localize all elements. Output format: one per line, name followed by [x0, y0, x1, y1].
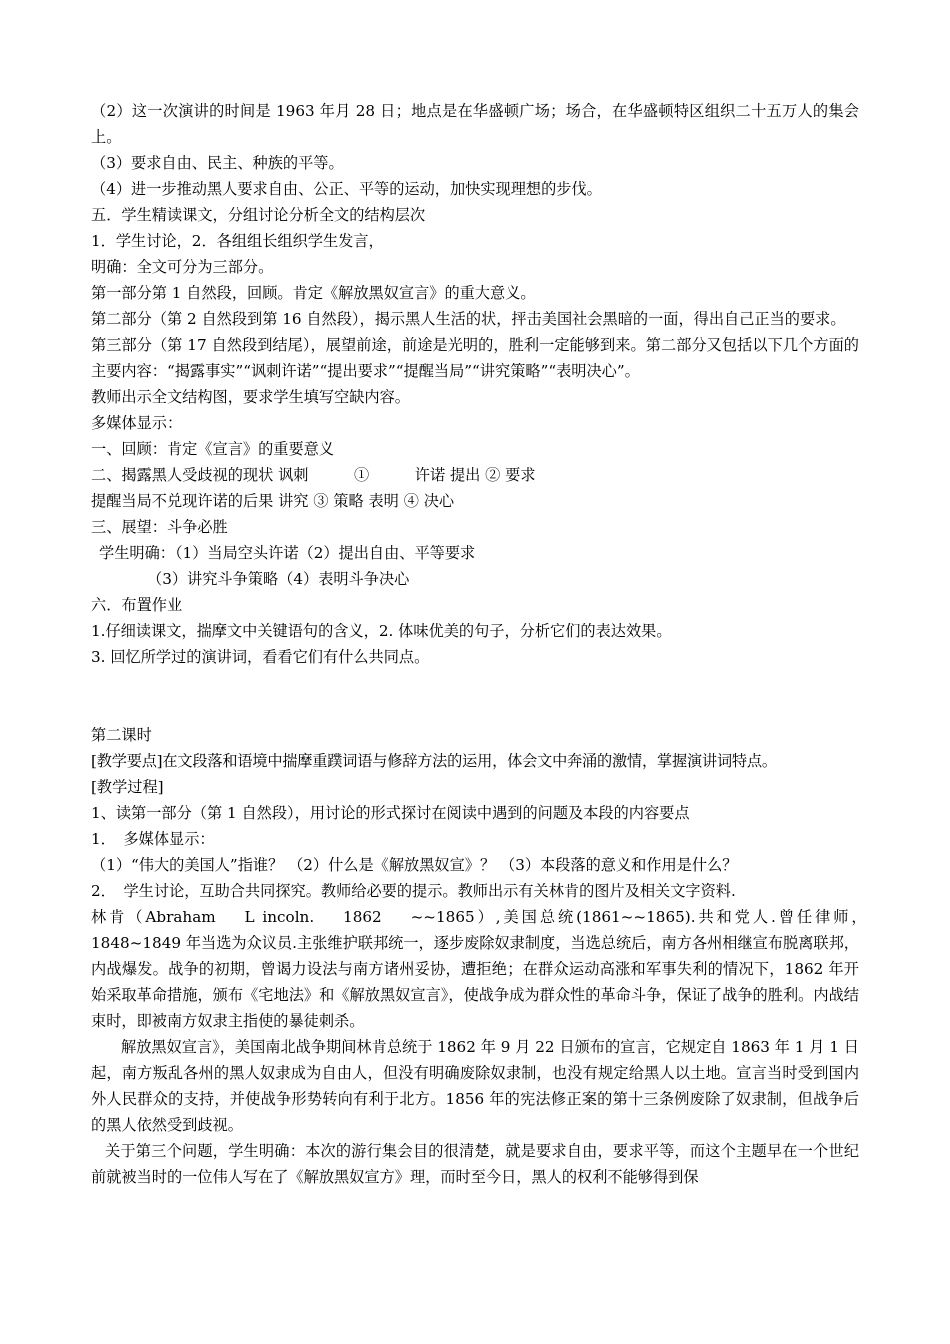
paragraph: 1.仔细读课文，揣摩文中关键语句的含义，2. 体味优美的句子，分析它们的表达效果。 [91, 622, 672, 640]
lesson-title: 第二课时 [91, 726, 152, 744]
section-heading: 六．布置作业 [91, 596, 183, 614]
paragraph: （3）要求自由、民主、种族的平等。 [91, 154, 344, 172]
paragraph: （2）这一次演讲的时间是 1963 年月 28 日；地点是在华盛顿广场；场合，在华盛顿特区组织二十五万人的集会上。 [91, 102, 859, 146]
outline-item: 三、展望：斗争必胜 [91, 518, 228, 536]
paragraph: 1、读第一部分（第 1 自然段），用讨论的形式探讨在阅读中遇到的问题及本段的内容要点 [91, 804, 690, 822]
outline-item: 提醒当局不兑现许诺的后果 讲究 ③ 策略 表明 ④ 决心 [91, 492, 455, 510]
paragraph: 教师出示全文结构图，要求学生填写空缺内容。 [91, 388, 410, 406]
paragraph: （3）讲究斗争策略（4）表明斗争决心 [147, 570, 410, 588]
paragraph: 解放黑奴宣言》，美国南北战争期间林肯总统于 1862 年 9 月 22 日颁布的宣言，它规定自 1863 年 1 月 1 日起，南方叛乱各州的黑人奴隶成为自由人，但没有明确废除奴隶制，也没有规定给黑人以土地。宣言当时受到国内外人民群众的支持，并使战争形势转向有利于北方。1856 年的宪法修正案的第十三条例废除了奴隶制，但战争后的黑人依然受到歧视。 [91, 1038, 859, 1134]
paragraph: [教学要点]在文段落和语境中揣摩重蹼词语与修辞方法的运用，体会文中奔涌的激情，掌握演讲词特点。 [91, 752, 777, 770]
paragraph: [教学过程] [91, 778, 164, 796]
paragraph: （1）“伟大的美国人”指谁？ （2）什么是《解放黑奴宣》？ （3）本段落的意义和作用是什么？ [91, 856, 738, 874]
paragraph: 1．学生讨论，2．各组组长组织学生发言， [91, 232, 384, 250]
paragraph: 林肯（Abraham L incoln. 1862 ~~1865）,美国总统(1861~~1865).共和党人.曾任律师， 1848~1849 年当选为众议员.主张维护联邦统一，逐步废除奴隶制度，当选总统后，南方各州相继宣布脱离联邦，内战爆发。战争的初期，曾谒力设法与南方诸州妥协，遭拒绝；在群众运动高涨和军事失利的情况下，1862 年开始采取革命措施，颁布《宅地法》和《解放黑奴宣言》，使战争成为群众性的革命斗争，保证了战争的胜利。内战结束时，即被南方奴隶主指使的暴徒刺杀。 [91, 908, 875, 1030]
spacer [91, 670, 859, 722]
section-heading: 五．学生精读课文，分组讨论分析全文的结构层次 [91, 206, 426, 224]
paragraph: 3. 回忆所学过的演讲词，看看它们有什么共同点。 [91, 648, 430, 666]
paragraph: 学生明确：（1）当局空头许诺（2）提出自由、平等要求 [99, 544, 476, 562]
paragraph: 第三部分（第 17 自然段到结尾），展望前途，前途是光明的，胜利一定能够到来。第二部分又包括以下几个方面的主要内容：“揭露事实”“讽刺许诺”“提出要求”“提醒当局”“讲究策略”“表明决心”。 [91, 336, 859, 380]
paragraph: 第二部分（第 2 自然段到第 16 自然段），揭示黑人生活的状，抨击美国社会黑暗的一面，得出自己正当的要求。 [91, 310, 846, 328]
paragraph: 多媒体显示： [91, 414, 183, 432]
paragraph: 第一部分第 1 自然段，回顾。肯定《解放黑奴宣言》的重大意义。 [91, 284, 536, 302]
outline-item: 二、揭露黑人受歧视的现状 讽刺 ① 许诺 提出 ② 要求 [91, 466, 536, 484]
paragraph: 2． 学生讨论，互助合共同探究。教师给必要的提示。教师出示有关林肯的图片及相关文字资料. [91, 882, 736, 900]
paragraph: 明确：全文可分为三部分。 [91, 258, 274, 276]
paragraph: （4）进一步推动黑人要求自由、公正、平等的运动，加快实现理想的步伐。 [91, 180, 602, 198]
paragraph: 关于第三个问题，学生明确：本次的游行集会目的很清楚，就是要求自由，要求平等，而这个主题早在一个世纪前就被当时的一位伟人写在了《解放黑奴宣方》理，而时至今日，黑人的权利不能够得到保 [91, 1142, 859, 1186]
outline-item: 一、回顾：肯定《宣言》的重要意义 [91, 440, 334, 458]
document-body [91, 98, 875, 1190]
paragraph: 1． 多媒体显示： [91, 830, 215, 848]
